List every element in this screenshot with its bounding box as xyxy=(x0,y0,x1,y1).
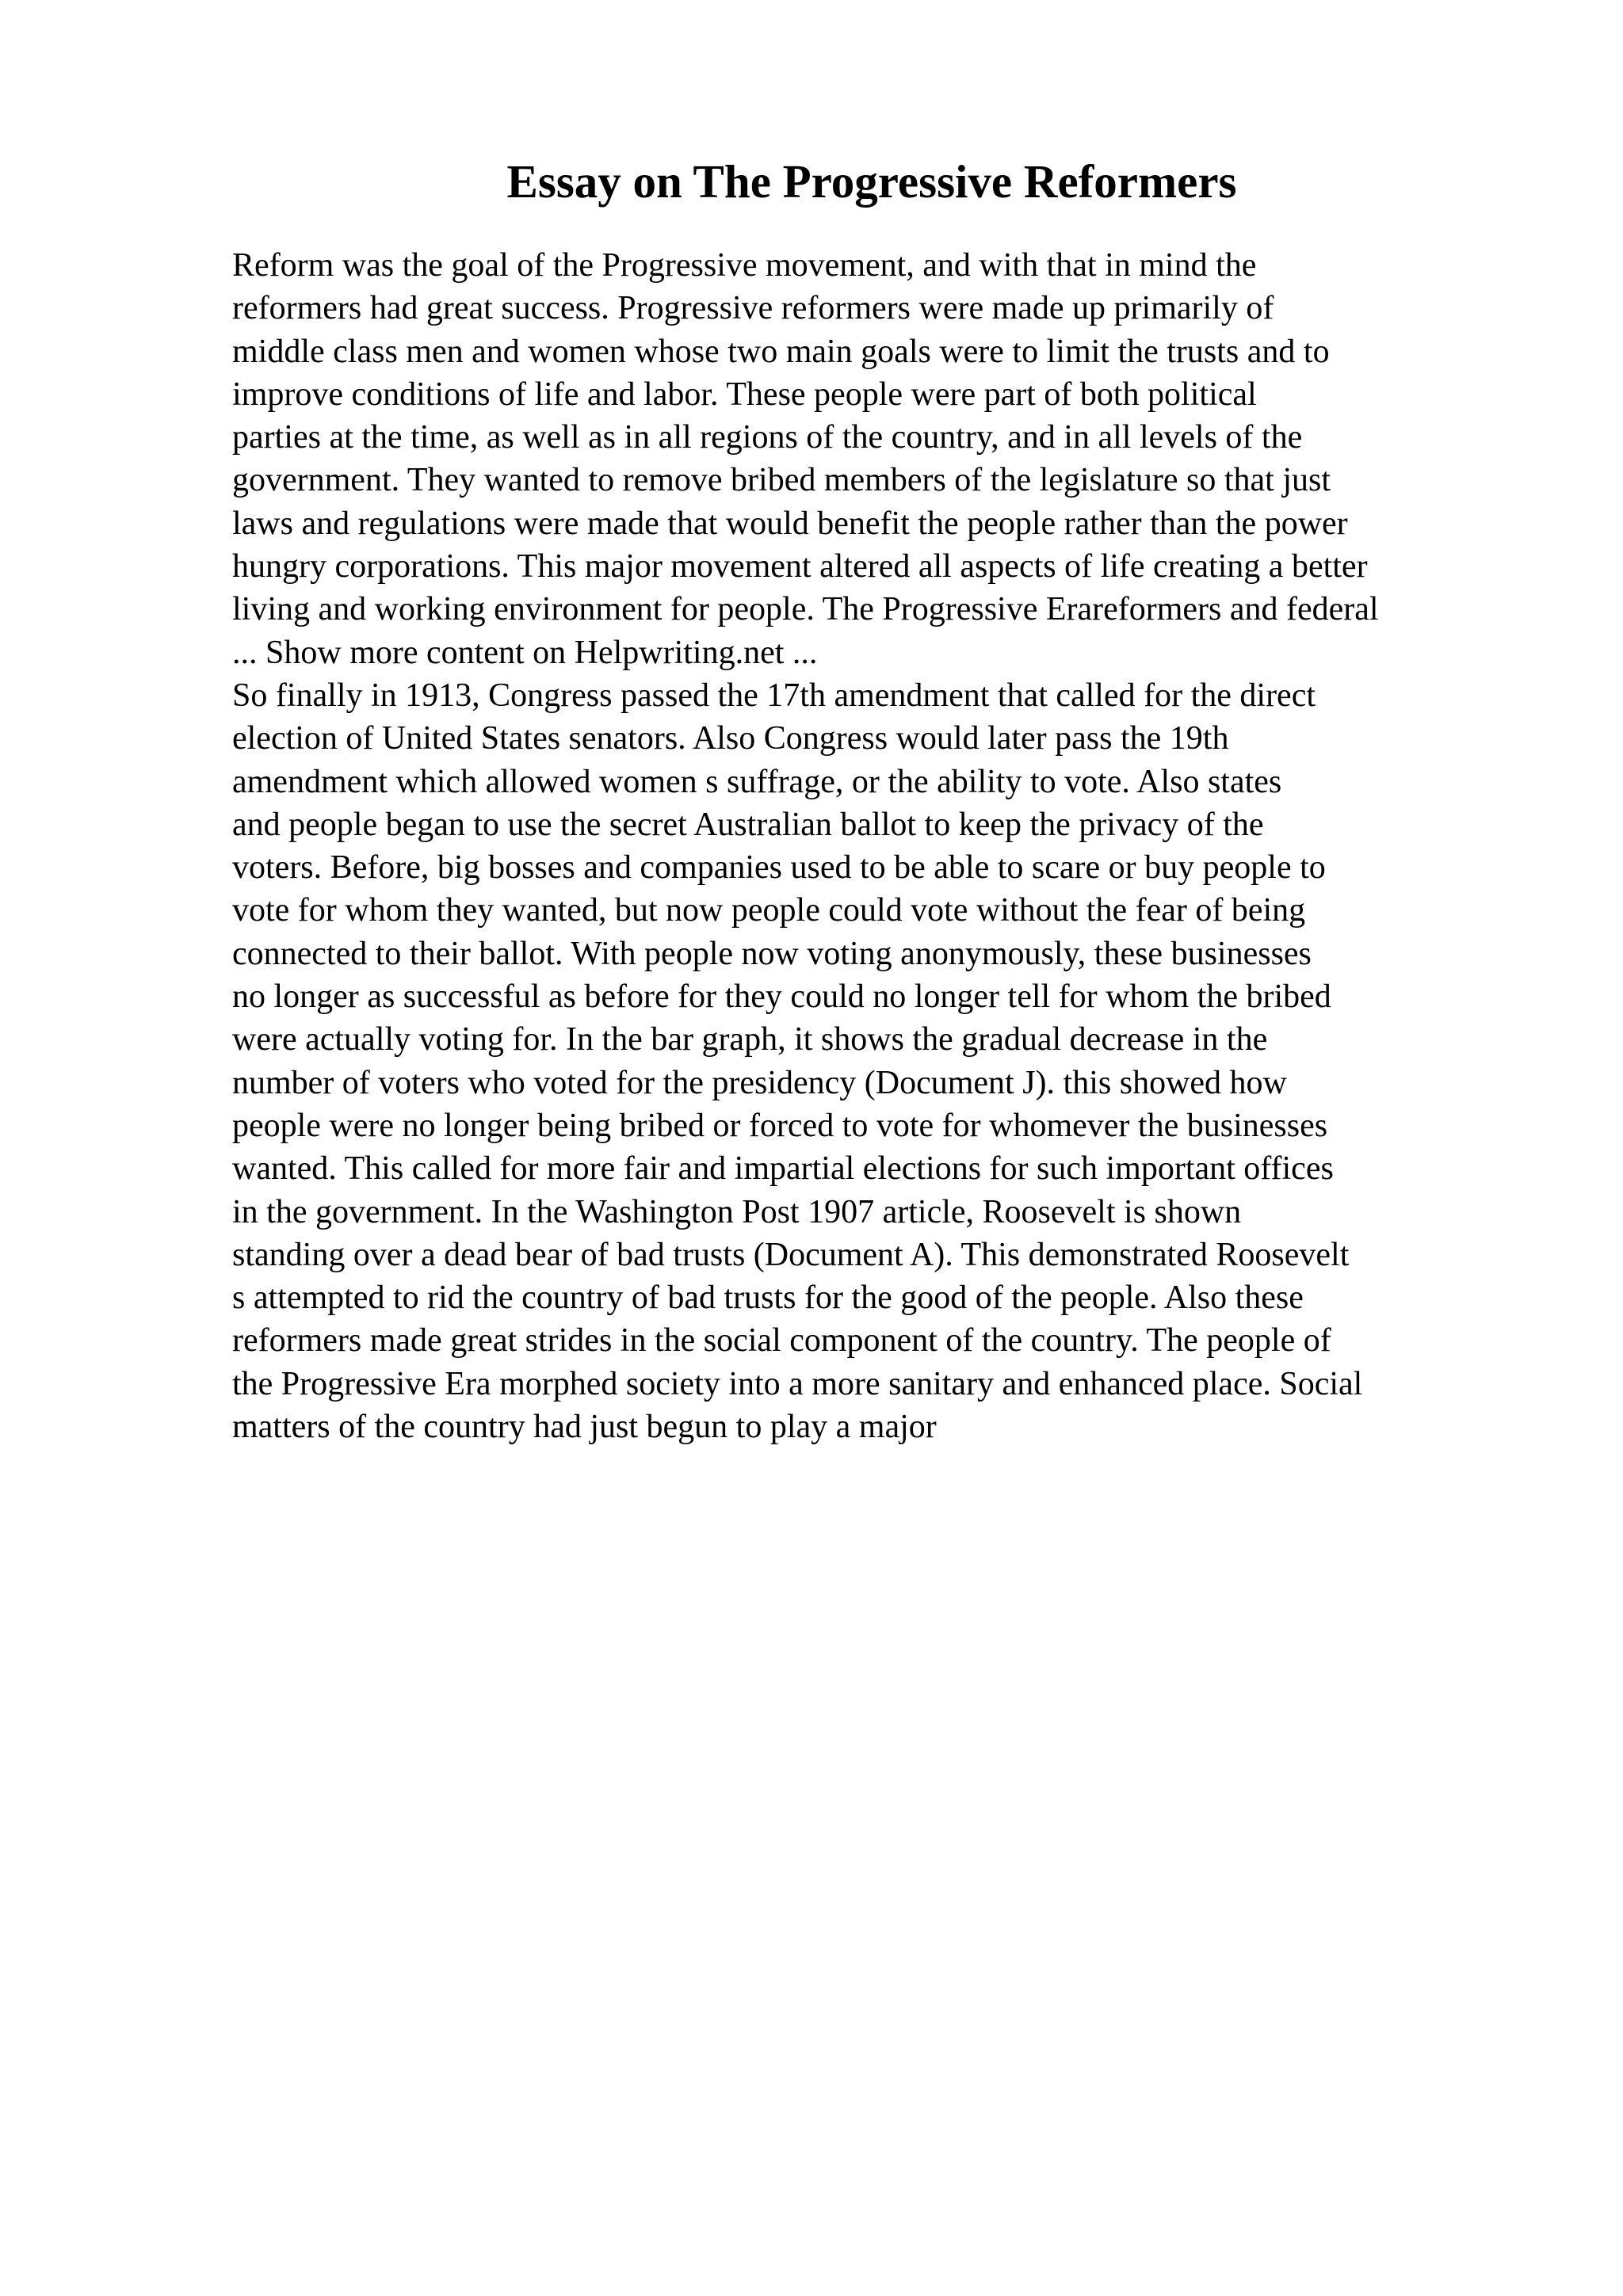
text-line: were actually voting for. In the bar graph, it shows the gradual decrease in the xyxy=(232,1021,1268,1058)
text-line: parties at the time, as well as in all regions of the country, and in all levels of the xyxy=(232,419,1303,456)
text-line: reformers made great strides in the social component of the country. The people of xyxy=(232,1322,1331,1360)
text-line: middle class men and women whose two main goals were to limit the trusts and to xyxy=(232,333,1330,370)
text-line: election of United States senators. Also Congress would later pass the 19th xyxy=(232,720,1229,757)
essay-body xyxy=(232,244,1595,1448)
text-line: standing over a dead bear of bad trusts (Document A). This demonstrated Roosevelt xyxy=(232,1236,1350,1273)
text-line: hungry corporations. This major movement altered all aspects of life creating a better xyxy=(232,548,1368,585)
show-more-link[interactable]: ... Show more content on Helpwriting.net ... xyxy=(232,634,818,671)
text-line: vote for whom they wanted, but now people could vote without the fear of being xyxy=(232,892,1306,929)
text-line: and people began to use the secret Australian ballot to keep the privacy of the xyxy=(232,806,1264,843)
text-line: connected to their ballot. With people now voting anonymously, these businesses xyxy=(232,935,1312,972)
text-line: government. They wanted to remove bribed members of the legislature so that just xyxy=(232,462,1331,499)
text-line: number of voters who voted for the presidency (Document J). this showed how xyxy=(232,1064,1287,1101)
text-line: amendment which allowed women s suffrage, or the ability to vote. Also states xyxy=(232,763,1282,800)
page-title: Essay on The Progressive Reformers xyxy=(506,155,1237,208)
text-line: So finally in 1913, Congress passed the 17th amendment that called for the direct xyxy=(232,677,1316,714)
text-line: matters of the country had just begun to play a major xyxy=(232,1409,937,1446)
text-line: wanted. This called for more fair and impartial elections for such important offices xyxy=(232,1150,1334,1188)
text-line: s attempted to rid the country of bad trusts for the good of the people. Also these xyxy=(232,1280,1304,1317)
text-line: people were no longer being bribed or forced to vote for whomever the businesses xyxy=(232,1107,1328,1144)
text-line: reformers had great success. Progressive reformers were made up primarily of xyxy=(232,290,1274,327)
text-line: the Progressive Era morphed society into a more sanitary and enhanced place. Social xyxy=(232,1365,1363,1402)
text-line: living and working environment for people. The Progressive Erareformers and federal xyxy=(232,591,1379,628)
text-line: in the government. In the Washington Post 1907 article, Roosevelt is shown xyxy=(232,1193,1242,1230)
text-line: improve conditions of life and labor. These people were part of both political xyxy=(232,376,1257,413)
text-line: Reform was the goal of the Progressive movement, and with that in mind the xyxy=(232,247,1257,284)
text-line: voters. Before, big bosses and companies used to be able to scare or buy people to xyxy=(232,849,1326,887)
text-line: laws and regulations were made that would benefit the people rather than the power xyxy=(232,505,1348,542)
text-line: no longer as successful as before for they could no longer tell for whom the bribed xyxy=(232,978,1331,1016)
